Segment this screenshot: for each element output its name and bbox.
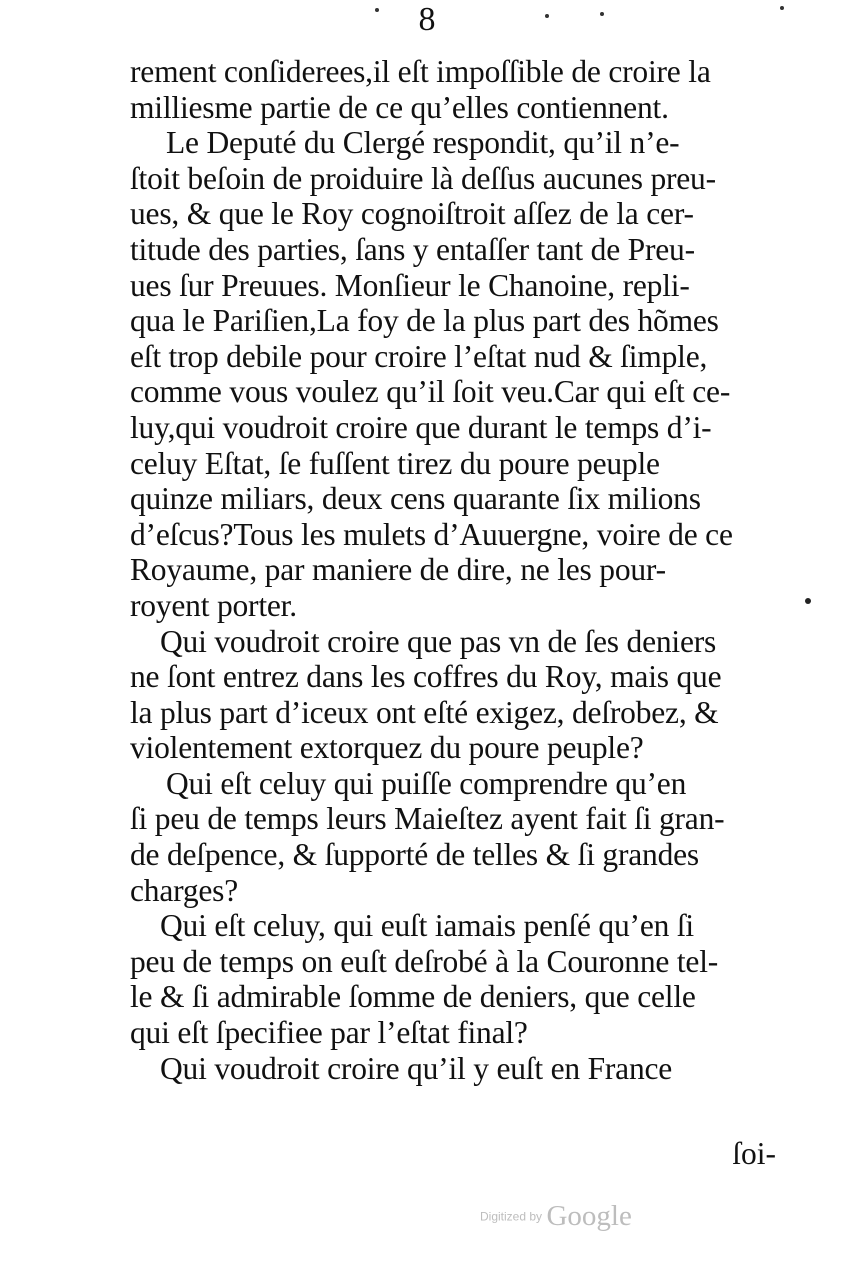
text-line: la plus part d’iceux ont eſté exigez, deſrobez, & [130, 694, 719, 730]
text-line: quinze miliars, deux cens quarante ſix milions [130, 481, 701, 517]
google-logo: Google [546, 1200, 632, 1232]
text-line: ues ſur Preuues. Monſieur le Chanoine, repli- [130, 267, 690, 303]
page-number: 8 [418, 1, 436, 38]
text-line: titude des parties, ſans y entaſſer tant de Preu- [130, 231, 695, 267]
text-line: qua le Pariſien,La foy de la plus part des hõmes [130, 303, 719, 339]
text-line: milliesme partie de ce qu’elles contiennent. [130, 89, 669, 125]
text-line: Qui eſt celuy qui puiſſe comprendre qu’en [166, 765, 687, 801]
text-line: Royaume, par maniere de dire, ne les pour- [130, 552, 666, 588]
text-line: ſi peu de temps leurs Maieſtez ayent fait ſi gran- [130, 801, 725, 837]
text-line: peu de temps on euſt deſrobé à la Couronne tel- [130, 943, 719, 979]
text-line: comme vous voulez qu’il ſoit veu.Car qui eſt ce- [130, 374, 731, 410]
text-line: rement conſiderees,il eſt impoſſible de croire la [130, 54, 711, 89]
text-line: ues, & que le Roy cognoiſtroit aſſez de la cer- [130, 196, 694, 232]
catchword: ſoi- [732, 1136, 776, 1171]
text-line: violentement extorquez du poure peuple? [130, 730, 644, 766]
text-line: celuy Eſtat, ſe fuſſent tirez du poure peuple [130, 445, 660, 481]
text-line: Qui voudroit croire qu’il y euſt en France [160, 1050, 673, 1086]
digitized-by-google-watermark [480, 1200, 632, 1233]
text-line: de deſpence, & ſupporté de telles & ſi grandes [130, 837, 699, 873]
text-line: qui eſt ſpecifiee par l’eſtat final? [130, 1015, 528, 1051]
text-line: Qui eſt celuy, qui euſt iamais penſé qu’en ſi [160, 908, 694, 944]
body-text [130, 54, 790, 1086]
text-line: d’eſcus?Tous les mulets d’Auuergne, voire de ce [130, 516, 733, 552]
text-line: ne ſont entrez dans les coffres du Roy, mais que [130, 659, 722, 695]
watermark-prefix: Digitized by [480, 1209, 543, 1224]
text-line: ſtoit beſoin de proiduire là deſſus aucunes preu- [130, 160, 716, 196]
text-line: charges? [130, 872, 239, 908]
text-line: luy,qui voudroit croire que durant le temps d’i- [130, 409, 712, 445]
text-line: Le Deputé du Clergé respondit, qu’il n’e- [166, 125, 680, 161]
margin-mark [805, 598, 811, 604]
text-line: le & ſi admirable ſomme de deniers, que celle [130, 979, 696, 1015]
text-line: Qui voudroit croire que pas vn de ſes deniers [160, 623, 717, 659]
text-line: royent porter. [130, 587, 297, 623]
text-line: eſt trop debile pour croire l’eſtat nud & ſimple, [130, 338, 708, 374]
